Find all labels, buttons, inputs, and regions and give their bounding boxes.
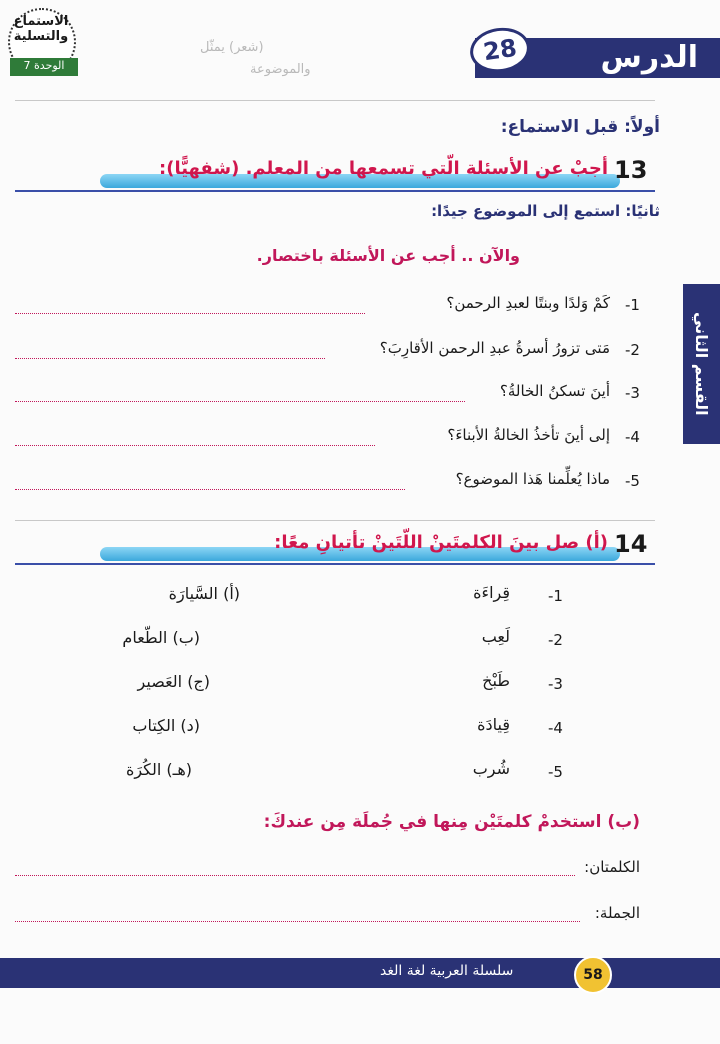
answer-line[interactable] [15, 312, 365, 314]
unit-label: الوحدة 7 [23, 59, 65, 72]
question-text: ماذا يُعلِّمنا هَذا الموضوع؟ [455, 470, 610, 488]
answer-line[interactable] [15, 444, 375, 446]
question-text: مَتى تزورُ أسرةُ عبدِ الرحمن الأقارِبَ؟ [379, 339, 610, 357]
words-answer-line[interactable] [15, 874, 575, 876]
match-word[interactable]: لَعِب [481, 627, 510, 646]
instruction-listen: ثانيًا: استمع إلى الموضوع جيدًا: [431, 202, 660, 220]
section-side-tab-label: القسم الثاني [692, 312, 711, 416]
ghost-text: (شعر) يمثّل [200, 40, 264, 55]
answer-line[interactable] [15, 488, 405, 490]
divider [15, 520, 655, 521]
question-number: -2 [625, 341, 640, 359]
match-option[interactable]: (د) الكِتاب [132, 716, 200, 735]
question-text: إلى أينَ تأخذُ الخالةُ الأبناءَ؟ [447, 426, 610, 444]
match-option[interactable]: (هـ) الكُرَة [125, 760, 192, 779]
word-number: -5 [548, 763, 563, 781]
match-word[interactable]: قِراءَة [473, 583, 510, 602]
question-number: 13 [614, 156, 648, 184]
lesson-number-badge: 28 [467, 24, 533, 76]
match-word[interactable]: شُرب [472, 759, 510, 778]
question-band-line [15, 563, 655, 565]
series-title: سلسلة العربية لغة الغد [380, 963, 514, 979]
page-number: 58 [574, 956, 612, 994]
sentence-answer-line[interactable] [15, 920, 580, 922]
unit-skill-label: الاستماع والتسلية [13, 14, 69, 44]
question-band-line [15, 190, 655, 192]
sentence-label: الجملة: [594, 904, 640, 922]
words-label: الكلمتان: [584, 858, 640, 876]
question-number: -3 [625, 384, 640, 402]
match-word[interactable]: قِيادَة [477, 715, 510, 734]
match-option[interactable]: (أ) السَّيارَة [168, 584, 240, 603]
divider [15, 100, 655, 101]
word-number: -3 [548, 675, 563, 693]
word-number: -2 [548, 631, 563, 649]
answer-line[interactable] [15, 357, 325, 359]
answer-line[interactable] [15, 400, 465, 402]
question-number: 14 [614, 530, 648, 558]
question-number: -4 [625, 428, 640, 446]
footer-bar [0, 958, 720, 988]
word-number: -4 [548, 719, 563, 737]
lesson-label: الدرس [600, 40, 698, 75]
question-text: كَمْ وَلدًا وبنتًا لعبدِ الرحمن؟ [446, 294, 610, 312]
question-number: -5 [625, 472, 640, 490]
match-option[interactable]: (ج) العَصير [137, 672, 210, 691]
section-title: أولاً: قبل الاستماع: [500, 117, 660, 137]
word-number: -1 [548, 587, 563, 605]
question-text: أجبْ عن الأسئلة الّتي تسمعها من المعلم. (شفهيًّا): [159, 158, 608, 179]
match-word[interactable]: طَبْخ [482, 671, 510, 690]
question-number: -1 [625, 296, 640, 314]
instruction-answer: والآن .. أجب عن الأسئلة باختصار. [256, 246, 520, 265]
ghost-text: والموضوعة [250, 62, 311, 77]
part-b-instruction: (ب) استخدمْ كلمتَيْن مِنها في جُملَة مِن عندكَ: [263, 812, 640, 832]
match-option[interactable]: (ب) الطّعام [122, 628, 200, 647]
question-text: (أ) صل بينَ الكلمتَينْ اللّتَينْ تأتيانِ معًا: [274, 532, 608, 553]
question-text: أينَ تسكنُ الخالةُ؟ [499, 382, 610, 400]
